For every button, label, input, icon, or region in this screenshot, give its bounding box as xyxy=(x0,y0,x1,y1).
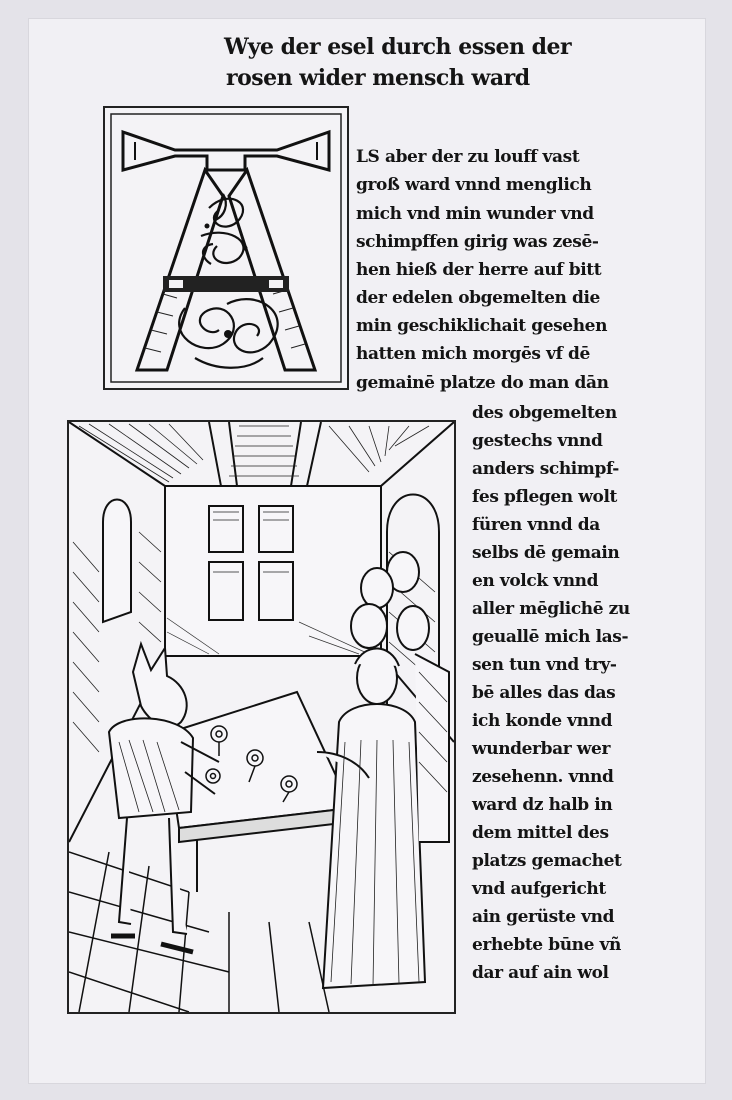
text-line: en volck vnnd xyxy=(472,571,599,591)
text-line: mich vnd min wunder vnd xyxy=(356,204,594,224)
text-line: ich konde vnnd xyxy=(472,711,613,731)
text-line: erhebte būne vñ xyxy=(472,935,622,955)
woodcut-illustration xyxy=(67,420,456,1014)
text-line: groß ward vnnd menglich xyxy=(356,175,592,195)
text-line: ain gerüste vnd xyxy=(472,907,615,927)
text-line: anders schimpf- xyxy=(472,459,619,479)
initial-letter-graphic xyxy=(105,108,347,388)
text-line: geuallē mich las- xyxy=(472,627,629,647)
text-line: dem mittel des xyxy=(472,823,609,843)
text-line: min geschiklichait gesehen xyxy=(356,316,608,336)
text-line: gestechs vnnd xyxy=(472,431,603,451)
text-line: vnd aufgericht xyxy=(472,879,606,899)
woodcut-scene xyxy=(69,422,454,1012)
text-line: dar auf ain wol xyxy=(472,963,609,983)
text-line: schimpffen girig was zesē- xyxy=(356,232,599,252)
text-line: aller mēglichē zu xyxy=(472,599,630,619)
heading-line-2: rosen wider mensch ward xyxy=(226,65,530,91)
chapter-heading xyxy=(224,32,584,94)
text-line: sen tun vnd try- xyxy=(472,655,617,675)
text-line: bē alles das das xyxy=(472,683,616,703)
text-line: füren vnnd da xyxy=(472,515,600,535)
text-line: zesehenn. vnnd xyxy=(472,767,614,787)
decorated-initial-a xyxy=(103,106,349,390)
text-line: platzs gemachet xyxy=(472,851,622,871)
text-line: ward dz halb in xyxy=(472,795,613,815)
heading-line-1: Wye der esel durch essen der xyxy=(224,34,572,60)
text-line: hatten mich morgēs vf dē xyxy=(356,344,590,364)
text-line: selbs dē gemain xyxy=(472,543,620,563)
text-line: des obgemelten xyxy=(472,403,617,423)
text-line: LS aber der zu louff vast xyxy=(356,147,580,167)
text-line: der edelen obgemelten die xyxy=(356,288,600,308)
text-line: hen hieß der herre auf bitt xyxy=(356,260,602,280)
text-line: gemainē platze do man dān xyxy=(356,373,609,393)
text-line: wunderbar wer xyxy=(472,739,610,759)
text-line: fes pflegen wolt xyxy=(472,487,617,507)
